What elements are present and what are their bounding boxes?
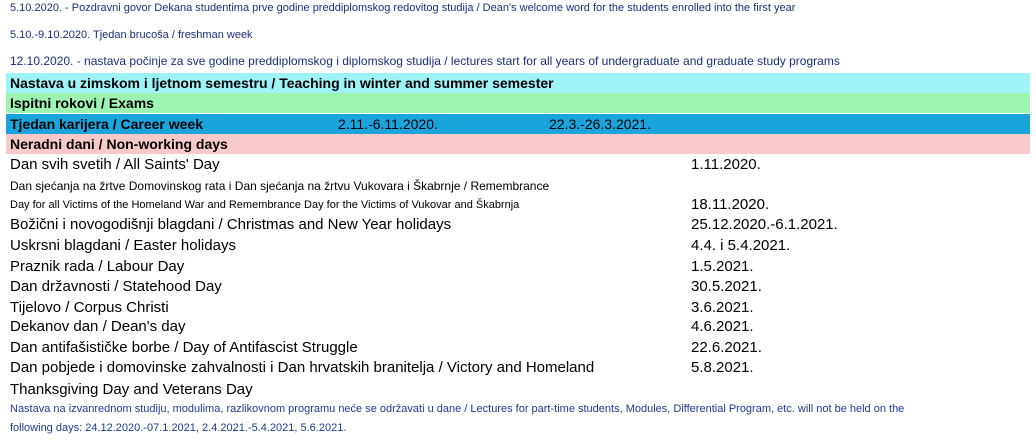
- holiday-label: Dan pobjede i domovinske zahvalnosti i Dan hrvatskih branitelja / Victory and Homeland: [10, 359, 595, 376]
- note-lectures-start: 12.10.2020. - nastava počinje za sve godine preddiplomskog i diplomskog studija / lectures start for all years of undergraduate and graduate study programs: [10, 54, 840, 68]
- legend-nonworking: [6, 134, 1030, 154]
- career-date-spring: 22.3.-26.3.2021.: [549, 116, 651, 132]
- holiday-row: [10, 195, 1030, 215]
- holiday-label: Thanksgiving Day and Veterans Day: [10, 381, 253, 398]
- holiday-label: Dan antifašističke borbe / Day of Antifascist Struggle: [10, 339, 358, 356]
- holiday-row: [10, 277, 1030, 297]
- holiday-row: [10, 236, 1030, 256]
- holiday-date: 30.5.2021.: [691, 278, 762, 295]
- holiday-date: 5.8.2021.: [691, 359, 754, 376]
- legend-nonworking-label: Neradni dani / Non-working days: [10, 136, 228, 152]
- holiday-label: Dan sjećanja na žrtve Domovinskog rata i Dan sjećanja na žrtvu Vukovara i Škabrnje / Remembrance: [10, 179, 550, 193]
- holiday-label: Božični i novogodišnji blagdani / Christmas and New Year holidays: [10, 216, 452, 233]
- holiday-row: [10, 215, 1030, 235]
- holiday-row: [10, 155, 1030, 175]
- note-freshman-week: 5.10.-9.10.2020. Tjedan brucoša / freshman week: [10, 29, 253, 41]
- holiday-date: 25.12.2020.-6.1.2021.: [691, 216, 838, 233]
- note-parttime: Nastava na izvanrednom studiju, modulima, razlikovnom programu neće se održavati u dane / Lectures for part-time students, Modules, Differential Program, etc. will not be held on the: [10, 403, 905, 415]
- holiday-date: 1.11.2020.: [691, 156, 761, 173]
- legend-exams: [6, 93, 1030, 113]
- note-parttime-dates: following days: 24.12.2020.-07.1.2021, 2.4.2021.-5.4.2021, 5.6.2021.: [10, 422, 347, 434]
- holiday-row: [10, 338, 1030, 358]
- legend-career-week: [6, 114, 1030, 134]
- holiday-label: Day for all Victims of the Homeland War and Remembrance Day for the Victims of Vukovar and Škabrnja: [10, 199, 520, 211]
- holiday-label: Dan svih svetih / All Saints' Day: [10, 156, 220, 173]
- holiday-row: [10, 317, 1030, 337]
- holiday-date: 18.11.2020.: [691, 196, 770, 213]
- holiday-label: Dekanov dan / Dean's day: [10, 318, 186, 335]
- legend-exams-label: Ispitni rokovi / Exams: [10, 95, 154, 111]
- holiday-row: [10, 358, 1030, 378]
- holiday-row: [10, 257, 1030, 277]
- holiday-row: [10, 380, 1030, 400]
- holiday-date: 22.6.2021.: [691, 339, 762, 356]
- holiday-date: 4.6.2021.: [691, 318, 754, 335]
- holiday-label: Praznik rada / Labour Day: [10, 258, 185, 275]
- holiday-label: Uskrsni blagdani / Easter holidays: [10, 237, 236, 254]
- holiday-date: 4.4. i 5.4.2021.: [691, 237, 791, 254]
- career-date-autumn: 2.11.-6.11.2020.: [338, 116, 438, 132]
- holiday-label: Dan državnosti / Statehood Day: [10, 278, 222, 295]
- legend-teaching-label: Nastava u zimskom i ljetnom semestru / Teaching in winter and summer semester: [10, 75, 554, 91]
- holiday-date: 3.6.2021.: [691, 299, 754, 316]
- holiday-label: Tijelovo / Corpus Christi: [10, 299, 169, 316]
- legend-career-label: Tjedan karijera / Career week: [10, 116, 203, 132]
- holiday-date: 1.5.2021.: [691, 258, 754, 275]
- holiday-row: [10, 176, 1030, 196]
- note-dean-welcome: 5.10.2020. - Pozdravni govor Dekana studentima prve godine preddiplomskog redovitog studija / Dean's welcome word for the students enrolled into the first year: [10, 2, 796, 14]
- legend-teaching: [6, 73, 1030, 93]
- holiday-row: [10, 298, 1030, 318]
